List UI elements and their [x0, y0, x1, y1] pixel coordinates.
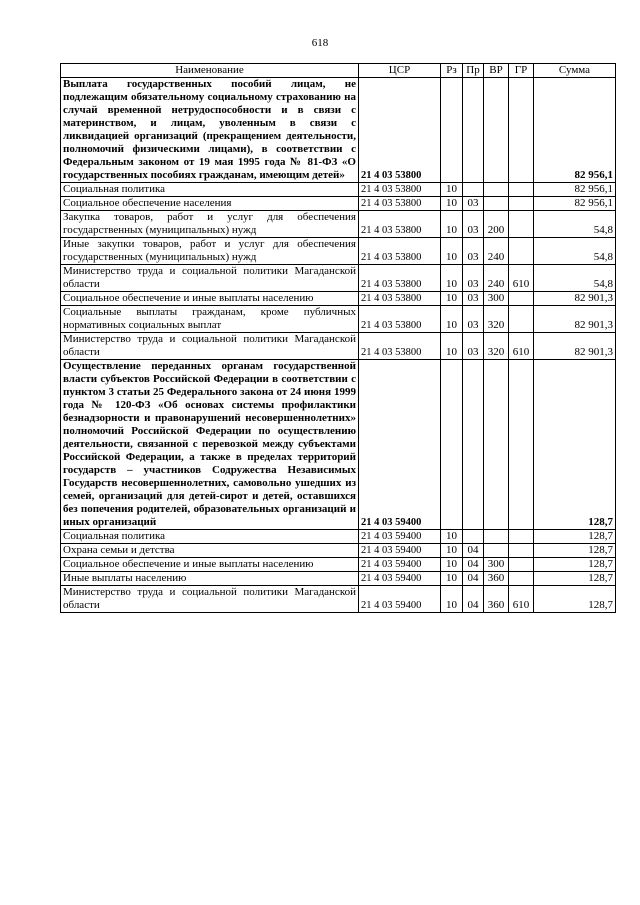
cell-vr: 360 — [484, 586, 509, 613]
budget-table — [60, 63, 616, 613]
cell-gr — [509, 292, 534, 306]
table-row — [61, 211, 616, 238]
cell-gr — [509, 183, 534, 197]
cell-vr: 240 — [484, 265, 509, 292]
table-row — [61, 586, 616, 613]
cell-pr: 04 — [463, 586, 484, 613]
cell-rz: 10 — [441, 197, 463, 211]
cell-rz: 10 — [441, 265, 463, 292]
cell-gr: 610 — [509, 586, 534, 613]
cell-vr: 300 — [484, 558, 509, 572]
cell-pr — [463, 183, 484, 197]
cell-sum: 54,8 — [534, 211, 616, 238]
table-row — [61, 78, 616, 183]
cell-vr: 320 — [484, 333, 509, 360]
cell-pr: 03 — [463, 211, 484, 238]
cell-pr: 03 — [463, 292, 484, 306]
cell-csr: 21 4 03 59400 — [359, 530, 441, 544]
cell-name: Социальная политика — [61, 530, 359, 544]
cell-gr — [509, 211, 534, 238]
cell-name: Социальное обеспечение и иные выплаты населению — [61, 558, 359, 572]
cell-name: Социальное обеспечение и иные выплаты населению — [61, 292, 359, 306]
cell-sum: 54,8 — [534, 238, 616, 265]
cell-gr — [509, 306, 534, 333]
cell-gr: 610 — [509, 265, 534, 292]
cell-sum: 54,8 — [534, 265, 616, 292]
cell-sum: 82 956,1 — [534, 197, 616, 211]
table-row — [61, 292, 616, 306]
cell-vr: 240 — [484, 238, 509, 265]
cell-gr — [509, 544, 534, 558]
cell-csr: 21 4 03 53800 — [359, 265, 441, 292]
cell-csr: 21 4 03 53800 — [359, 197, 441, 211]
cell-pr: 04 — [463, 558, 484, 572]
cell-pr: 03 — [463, 333, 484, 360]
cell-vr — [484, 197, 509, 211]
table-row — [61, 183, 616, 197]
table-row — [61, 558, 616, 572]
cell-sum: 82 956,1 — [534, 78, 616, 183]
cell-name: Министерство труда и социальной политики Магаданской области — [61, 586, 359, 613]
table-row — [61, 238, 616, 265]
cell-vr — [484, 530, 509, 544]
cell-sum: 128,7 — [534, 360, 616, 530]
cell-name: Выплата государственных пособий лицам, не подлежащим обязательному социальному страхованию на случай временной нетрудоспособности и в связи с материнством, и лицам, уволенным в связи с ликвидацией организаций (прекращением деятельности, полномочий физическими лицами), в соответствии с Федеральным законом от 19 мая 1995 года № 81-ФЗ «О государственных пособиях гражданам, имеющим детей» — [61, 78, 359, 183]
cell-rz: 10 — [441, 306, 463, 333]
cell-pr: 03 — [463, 306, 484, 333]
header-name: Наименование — [61, 64, 359, 78]
cell-vr: 300 — [484, 292, 509, 306]
table-row — [61, 306, 616, 333]
cell-gr — [509, 360, 534, 530]
cell-name: Осуществление переданных органам государственной власти субъектов Российской Федерации в соответствии с пунктом 3 статьи 25 Федерального закона от 24 июня 1999 года № 120-ФЗ «Об основах системы профилактики безнадзорности и правонарушений несовершеннолетних» полномочий Российской Федерации по осуществлению деятельности, связанной с перевозкой между субъектами Российской Федерации, а также в пределах территорий государств – участников Содружества Независимых Государств несовершеннолетних, самовольно ушедших из семей, организаций для детей-сирот и детей, оставшихся без попечения родителей, образовательных организаций и иных организаций — [61, 360, 359, 530]
table-row — [61, 544, 616, 558]
cell-rz: 10 — [441, 333, 463, 360]
header-rz: Рз — [441, 64, 463, 78]
cell-vr: 320 — [484, 306, 509, 333]
cell-gr — [509, 78, 534, 183]
cell-rz — [441, 78, 463, 183]
cell-rz: 10 — [441, 211, 463, 238]
table-row — [61, 360, 616, 530]
cell-sum: 128,7 — [534, 558, 616, 572]
cell-rz: 10 — [441, 292, 463, 306]
cell-sum: 82 901,3 — [534, 292, 616, 306]
table-row — [61, 197, 616, 211]
cell-name: Закупка товаров, работ и услуг для обеспечения государственных (муниципальных) нужд — [61, 211, 359, 238]
cell-pr — [463, 530, 484, 544]
header-vr: ВР — [484, 64, 509, 78]
cell-pr — [463, 360, 484, 530]
table-header-row — [61, 64, 616, 78]
cell-csr: 21 4 03 53800 — [359, 306, 441, 333]
cell-rz: 10 — [441, 558, 463, 572]
cell-pr: 03 — [463, 238, 484, 265]
cell-rz: 10 — [441, 238, 463, 265]
cell-rz: 10 — [441, 530, 463, 544]
cell-sum: 82 956,1 — [534, 183, 616, 197]
header-sum: Сумма — [534, 64, 616, 78]
cell-csr: 21 4 03 53800 — [359, 211, 441, 238]
cell-name: Социальное обеспечение населения — [61, 197, 359, 211]
header-gr: ГР — [509, 64, 534, 78]
cell-pr: 04 — [463, 572, 484, 586]
cell-name: Министерство труда и социальной политики Магаданской области — [61, 333, 359, 360]
cell-gr — [509, 572, 534, 586]
cell-sum: 82 901,3 — [534, 333, 616, 360]
header-pr: Пр — [463, 64, 484, 78]
table-row — [61, 265, 616, 292]
cell-gr — [509, 530, 534, 544]
cell-gr — [509, 558, 534, 572]
cell-vr — [484, 360, 509, 530]
cell-sum: 82 901,3 — [534, 306, 616, 333]
table-body — [61, 78, 616, 613]
cell-csr: 21 4 03 53800 — [359, 78, 441, 183]
cell-gr: 610 — [509, 333, 534, 360]
cell-csr: 21 4 03 59400 — [359, 586, 441, 613]
cell-csr: 21 4 03 53800 — [359, 333, 441, 360]
cell-csr: 21 4 03 53800 — [359, 292, 441, 306]
cell-rz: 10 — [441, 586, 463, 613]
cell-name: Министерство труда и социальной политики Магаданской области — [61, 265, 359, 292]
cell-rz: 10 — [441, 572, 463, 586]
cell-pr: 03 — [463, 265, 484, 292]
cell-sum: 128,7 — [534, 544, 616, 558]
cell-vr — [484, 78, 509, 183]
cell-name: Иные закупки товаров, работ и услуг для обеспечения государственных (муниципальных) нужд — [61, 238, 359, 265]
header-csr: ЦСР — [359, 64, 441, 78]
cell-pr: 03 — [463, 197, 484, 211]
cell-sum: 128,7 — [534, 530, 616, 544]
cell-name: Иные выплаты населению — [61, 572, 359, 586]
cell-csr: 21 4 03 53800 — [359, 238, 441, 265]
cell-name: Социальная политика — [61, 183, 359, 197]
table-row — [61, 530, 616, 544]
cell-vr — [484, 183, 509, 197]
cell-pr: 04 — [463, 544, 484, 558]
cell-gr — [509, 197, 534, 211]
cell-csr: 21 4 03 59400 — [359, 360, 441, 530]
cell-name: Охрана семьи и детства — [61, 544, 359, 558]
cell-vr: 360 — [484, 572, 509, 586]
table-row — [61, 333, 616, 360]
cell-vr — [484, 544, 509, 558]
cell-rz — [441, 360, 463, 530]
table-row — [61, 572, 616, 586]
cell-pr — [463, 78, 484, 183]
cell-csr: 21 4 03 59400 — [359, 558, 441, 572]
cell-csr: 21 4 03 53800 — [359, 183, 441, 197]
cell-name: Социальные выплаты гражданам, кроме публичных нормативных социальных выплат — [61, 306, 359, 333]
cell-sum: 128,7 — [534, 586, 616, 613]
cell-sum: 128,7 — [534, 572, 616, 586]
cell-csr: 21 4 03 59400 — [359, 544, 441, 558]
cell-rz: 10 — [441, 183, 463, 197]
cell-csr: 21 4 03 59400 — [359, 572, 441, 586]
cell-vr: 200 — [484, 211, 509, 238]
cell-gr — [509, 238, 534, 265]
cell-rz: 10 — [441, 544, 463, 558]
page-number: 618 — [311, 37, 329, 49]
